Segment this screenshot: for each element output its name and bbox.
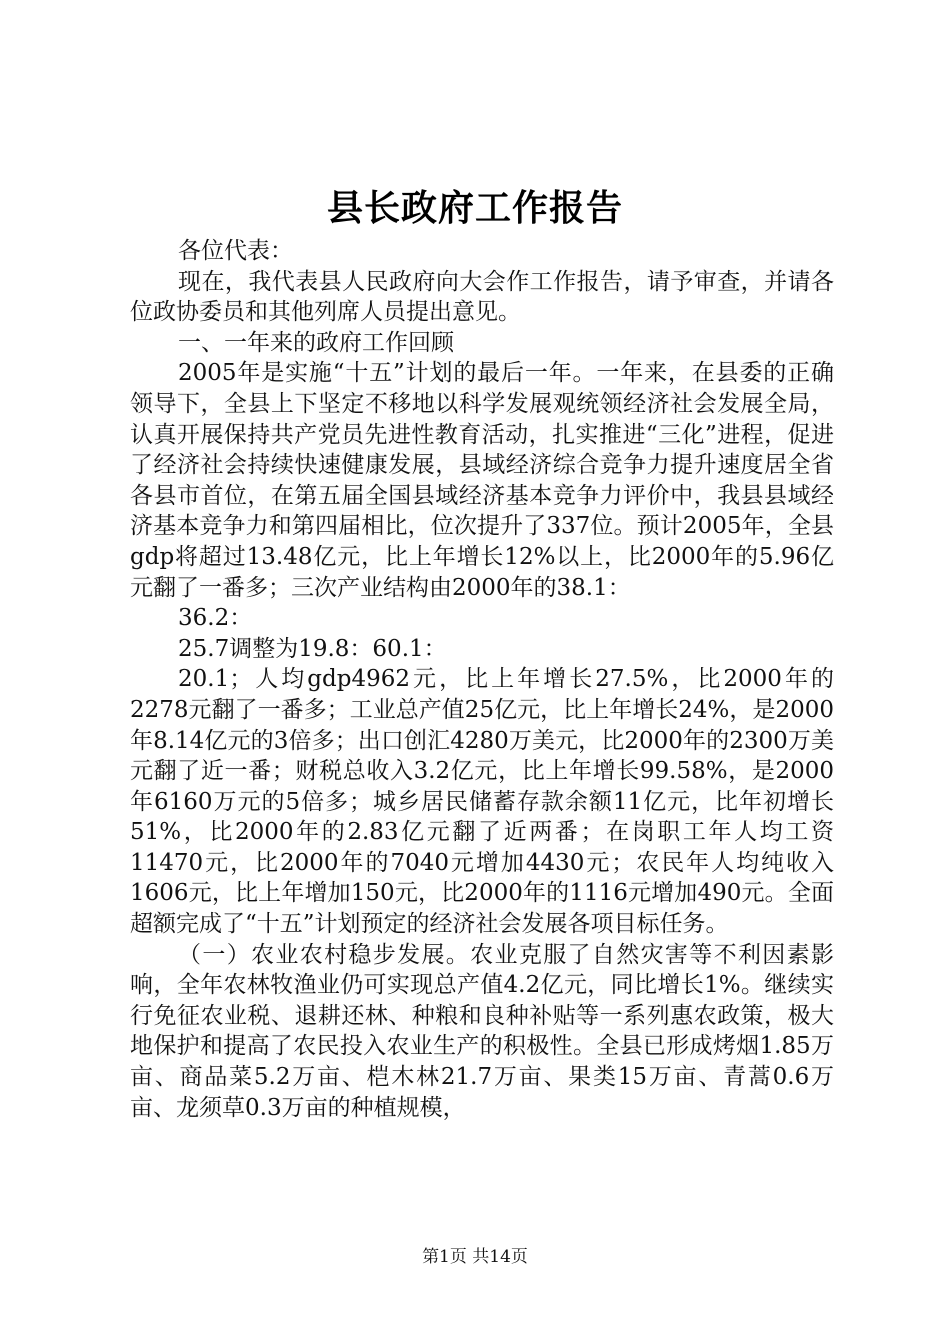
paragraph-intro: 现在，我代表县人民政府向大会作工作报告，请予审查，并请各位政协委员和其他列席人员提出意见。 xyxy=(130,268,834,326)
section-heading: 一、一年来的政府工作回顾 xyxy=(178,329,454,356)
document-body xyxy=(130,236,834,1123)
paragraph-agriculture: （一）农业农村稳步发展。农业克服了自然灾害等不利因素影响，全年农林牧渔业仍可实现总产值4.2亿元，同比增长1%。继续实行免征农业税、退耕还林、种粮和良种补贴等一系列惠农政策，极大地保护和提高了农民投入农业生产的积极性。全县已形成烤烟1.85万亩、商品菜5.2万亩、桤木林21.7万亩、果类15万亩、青蒿0.6万亩、龙须草0.3万亩的种植规模， xyxy=(130,941,834,1121)
paragraph-stats: 20.1；人均gdp4962元，比上年增长27.5%，比2000年的2278元翻了一番多；工业总产值25亿元，比上年增长24%，是2000年8.14亿元的3倍多；出口创汇4280万美元，比2000年的2300万美元翻了近一番；财税总收入3.2亿元，比上年增长99.58%，是2000年6160万元的5倍多；城乡居民储蓄存款余额11亿元，比年初增长51%，比2000年的2.83亿元翻了近两番；在岗职工年人均工资11470元，比2000年的7040元增加4430元；农民年人均纯收入1606元，比上年增加150元，比2000年的1116元增加490元。全面超额完成了“十五”计划预定的经济社会发展各项目标任务。 xyxy=(130,666,834,938)
document-title: 县长政府工作报告 xyxy=(326,187,623,229)
paragraph-salutation: 各位代表： xyxy=(178,238,293,264)
page-footer: 第1页 共14页 xyxy=(422,1247,528,1267)
paragraph-ratio-2: 25.7调整为19.8：60.1： xyxy=(178,635,447,662)
paragraph-ratio-1: 36.2： xyxy=(178,605,253,632)
paragraph-review: 2005年是实施“十五”计划的最后一年。一年来，在县委的正确领导下，全县上下坚定不移地以科学发展观统领经济社会发展全局，认真开展保持共产党员先进性教育活动，扎实推进“三化”进程，促进了经济社会持续快速健康发展，县域经济综合竞争力提升速度居全省各县市首位，在第五届全国县域经济基本竞争力评价中，我县县域经济基本竞争力和第四届相比，位次提升了337位。预计2005年，全县gdp将超过13.48亿元，比上年增长12%以上，比2000年的5.96亿元翻了一番多；三次产业结构由2000年的38.1： xyxy=(130,360,834,601)
